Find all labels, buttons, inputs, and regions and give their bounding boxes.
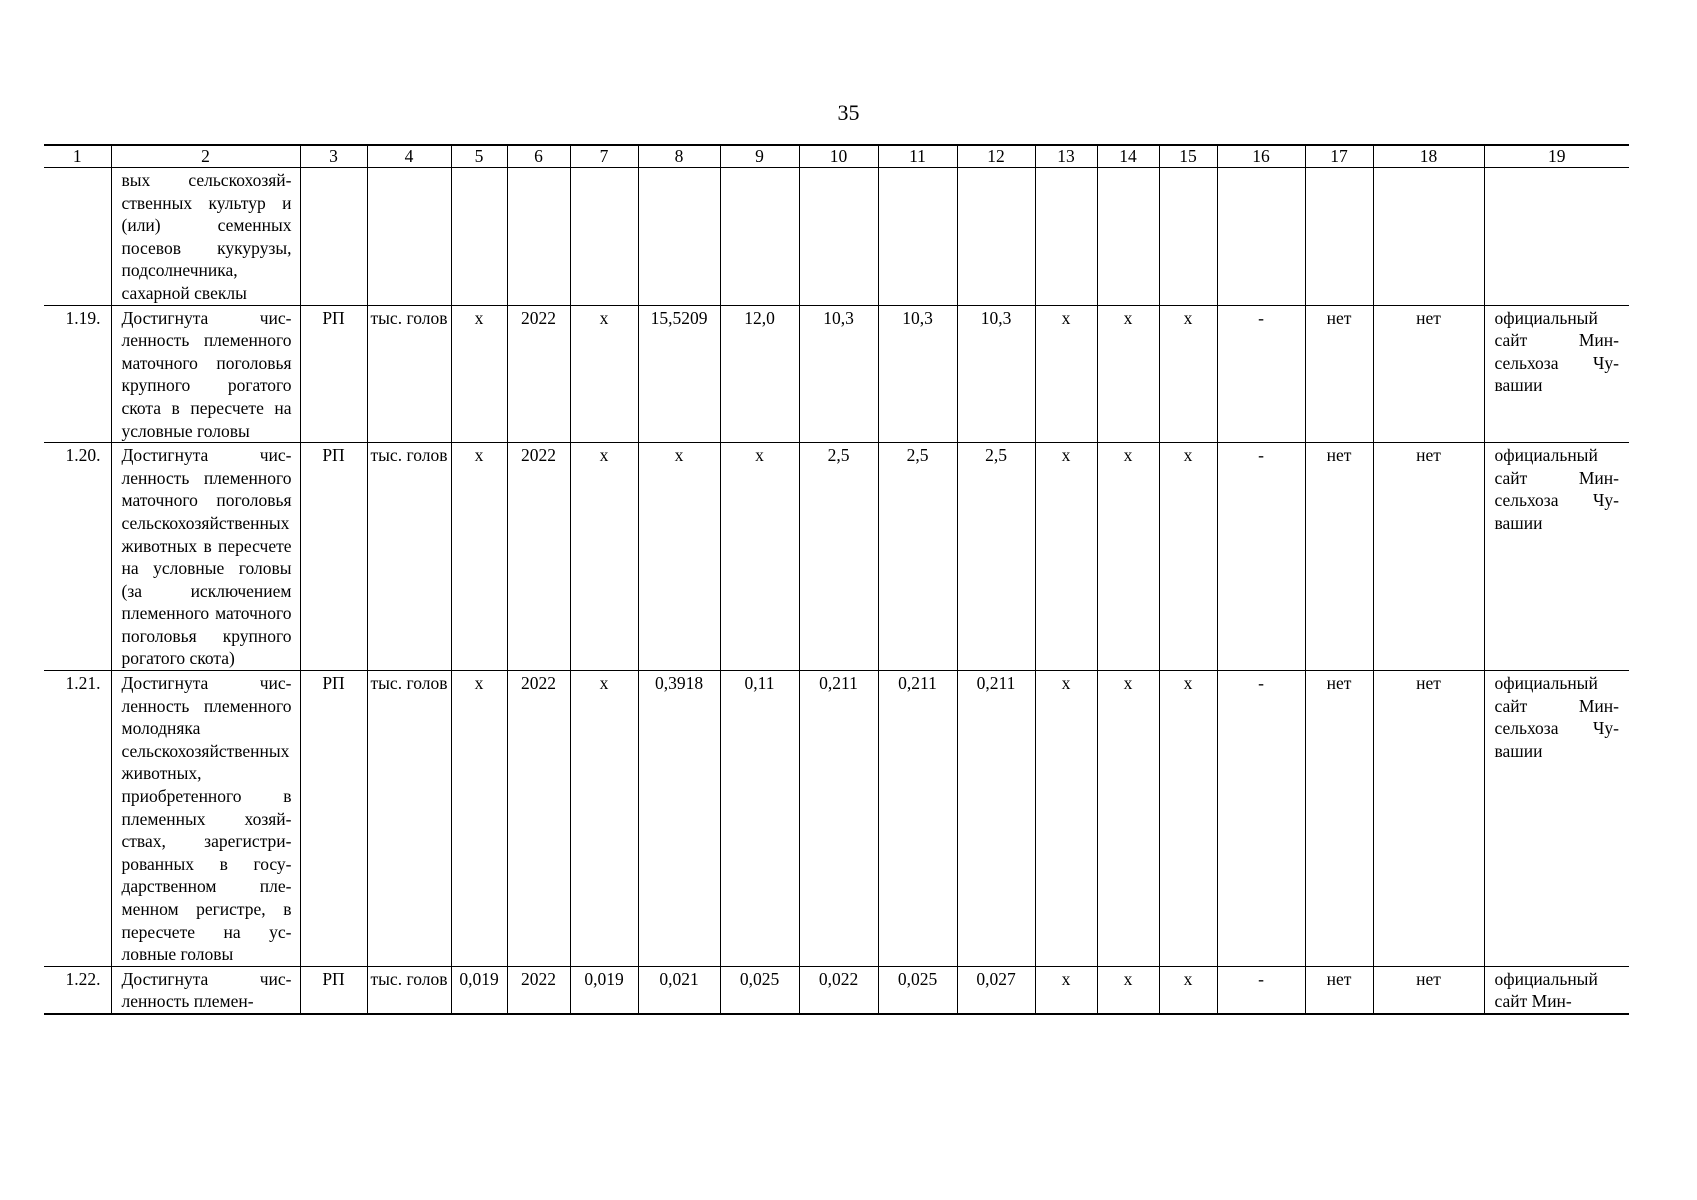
value-cell: 0,211 [799, 671, 878, 967]
value-cell: 15,5209 [638, 305, 720, 443]
value-cell: х [1159, 966, 1217, 1014]
table-row [44, 305, 1629, 443]
indicators-table [44, 144, 1629, 1015]
value-cell: 2022 [507, 671, 570, 967]
value-cell: 2022 [507, 966, 570, 1014]
value-cell: нет [1305, 305, 1373, 443]
value-cell: 2,5 [957, 443, 1035, 671]
value-cell: х [570, 443, 638, 671]
value-cell: - [1217, 966, 1305, 1014]
header-cell: 5 [451, 145, 507, 168]
row-number: 1.19. [44, 305, 111, 443]
row-unit: тыс. голов [367, 966, 451, 1014]
value-cell: 10,3 [799, 305, 878, 443]
value-cell: х [1035, 443, 1097, 671]
value-cell: 0,027 [957, 966, 1035, 1014]
row-unit: тыс. голов [367, 671, 451, 967]
value-cell: 12,0 [720, 305, 799, 443]
row-number: 1.21. [44, 671, 111, 967]
value-cell: х [720, 443, 799, 671]
value-cell: 0,021 [638, 966, 720, 1014]
value-cell: х [638, 443, 720, 671]
header-cell: 14 [1097, 145, 1159, 168]
value-cell: х [1035, 966, 1097, 1014]
value-cell: х [1035, 305, 1097, 443]
header-row [44, 145, 1629, 168]
row-level: РП [300, 671, 367, 967]
value-cell: 0,211 [957, 671, 1035, 967]
table-row [44, 966, 1629, 1014]
value-cell: х [570, 671, 638, 967]
value-cell: х [1097, 443, 1159, 671]
row-description: Достигнута численность племенного маточного поголовья крупного рогатого скота в пересчете на условные головы [111, 305, 300, 443]
value-cell: нет [1305, 966, 1373, 1014]
row-level: РП [300, 443, 367, 671]
header-cell: 1 [44, 145, 111, 168]
value-cell: х [451, 443, 507, 671]
value-cell: - [1217, 671, 1305, 967]
value-cell: 0,019 [570, 966, 638, 1014]
value-cell: 10,3 [957, 305, 1035, 443]
row-source: официальный сайт Мин- [1484, 966, 1629, 1014]
value-cell: х [451, 305, 507, 443]
value-cell: 0,019 [451, 966, 507, 1014]
value-cell: 2022 [507, 305, 570, 443]
header-cell: 15 [1159, 145, 1217, 168]
value-cell: х [1159, 305, 1217, 443]
page-number: 35 [837, 100, 860, 125]
header-cell: 4 [367, 145, 451, 168]
row-level: РП [300, 966, 367, 1014]
value-cell: 2,5 [878, 443, 957, 671]
header-cell: 2 [111, 145, 300, 168]
row-number: 1.20. [44, 443, 111, 671]
header-cell: 17 [1305, 145, 1373, 168]
row-source: официальный сайт Минсельхоза Чувашии [1484, 443, 1629, 671]
value-cell: - [1217, 305, 1305, 443]
value-cell: нет [1305, 443, 1373, 671]
header-cell: 6 [507, 145, 570, 168]
row-unit: тыс. голов [367, 443, 451, 671]
value-cell: нет [1373, 443, 1484, 671]
value-cell: х [1097, 305, 1159, 443]
header-cell: 7 [570, 145, 638, 168]
table-row [44, 443, 1629, 671]
value-cell: 0,022 [799, 966, 878, 1014]
header-cell: 8 [638, 145, 720, 168]
value-cell: х [451, 671, 507, 967]
header-cell: 18 [1373, 145, 1484, 168]
header-cell: 11 [878, 145, 957, 168]
value-cell: х [1035, 671, 1097, 967]
header-cell: 9 [720, 145, 799, 168]
row-unit: тыс. голов [367, 305, 451, 443]
header-cell: 16 [1217, 145, 1305, 168]
value-cell: 0,211 [878, 671, 957, 967]
value-cell: 0,3918 [638, 671, 720, 967]
value-cell: 0,025 [878, 966, 957, 1014]
value-cell: нет [1305, 671, 1373, 967]
continuation-text: вых сельскохозяйственных культур и (или) семенных посевов кукурузы, подсолнечника, сахарной свеклы [111, 168, 300, 306]
value-cell: х [1159, 671, 1217, 967]
value-cell: 0,11 [720, 671, 799, 967]
value-cell: нет [1373, 305, 1484, 443]
value-cell: нет [1373, 966, 1484, 1014]
row-description: Достигнута численность племенного молодняка сельскохозяйственных животных, приобретенного в племенных хозяйствах, зарегистрированных в государственном племенном регистре, в пересчете на условные головы [111, 671, 300, 967]
value-cell: х [1159, 443, 1217, 671]
value-cell: - [1217, 443, 1305, 671]
row-source: официальный сайт Минсельхоза Чувашии [1484, 305, 1629, 443]
value-cell: 2022 [507, 443, 570, 671]
row-source: официальный сайт Минсельхоза Чувашии [1484, 671, 1629, 967]
value-cell: 10,3 [878, 305, 957, 443]
header-cell: 3 [300, 145, 367, 168]
value-cell: 2,5 [799, 443, 878, 671]
header-cell: 19 [1484, 145, 1629, 168]
value-cell: х [570, 305, 638, 443]
header-cell: 10 [799, 145, 878, 168]
row-level: РП [300, 305, 367, 443]
row-description: Достигнута численность племенного маточного поголовья сельскохозяйственных животных в пересчете на условные головы (за исключением племенного маточного поголовья крупного рогатого скота) [111, 443, 300, 671]
row-description: Достигнута численность племен- [111, 966, 300, 1014]
row-number: 1.22. [44, 966, 111, 1014]
value-cell: х [1097, 966, 1159, 1014]
table-row [44, 671, 1629, 967]
header-cell: 12 [957, 145, 1035, 168]
value-cell: нет [1373, 671, 1484, 967]
value-cell: 0,025 [720, 966, 799, 1014]
header-cell: 13 [1035, 145, 1097, 168]
continuation-row [44, 168, 1629, 306]
value-cell: х [1097, 671, 1159, 967]
